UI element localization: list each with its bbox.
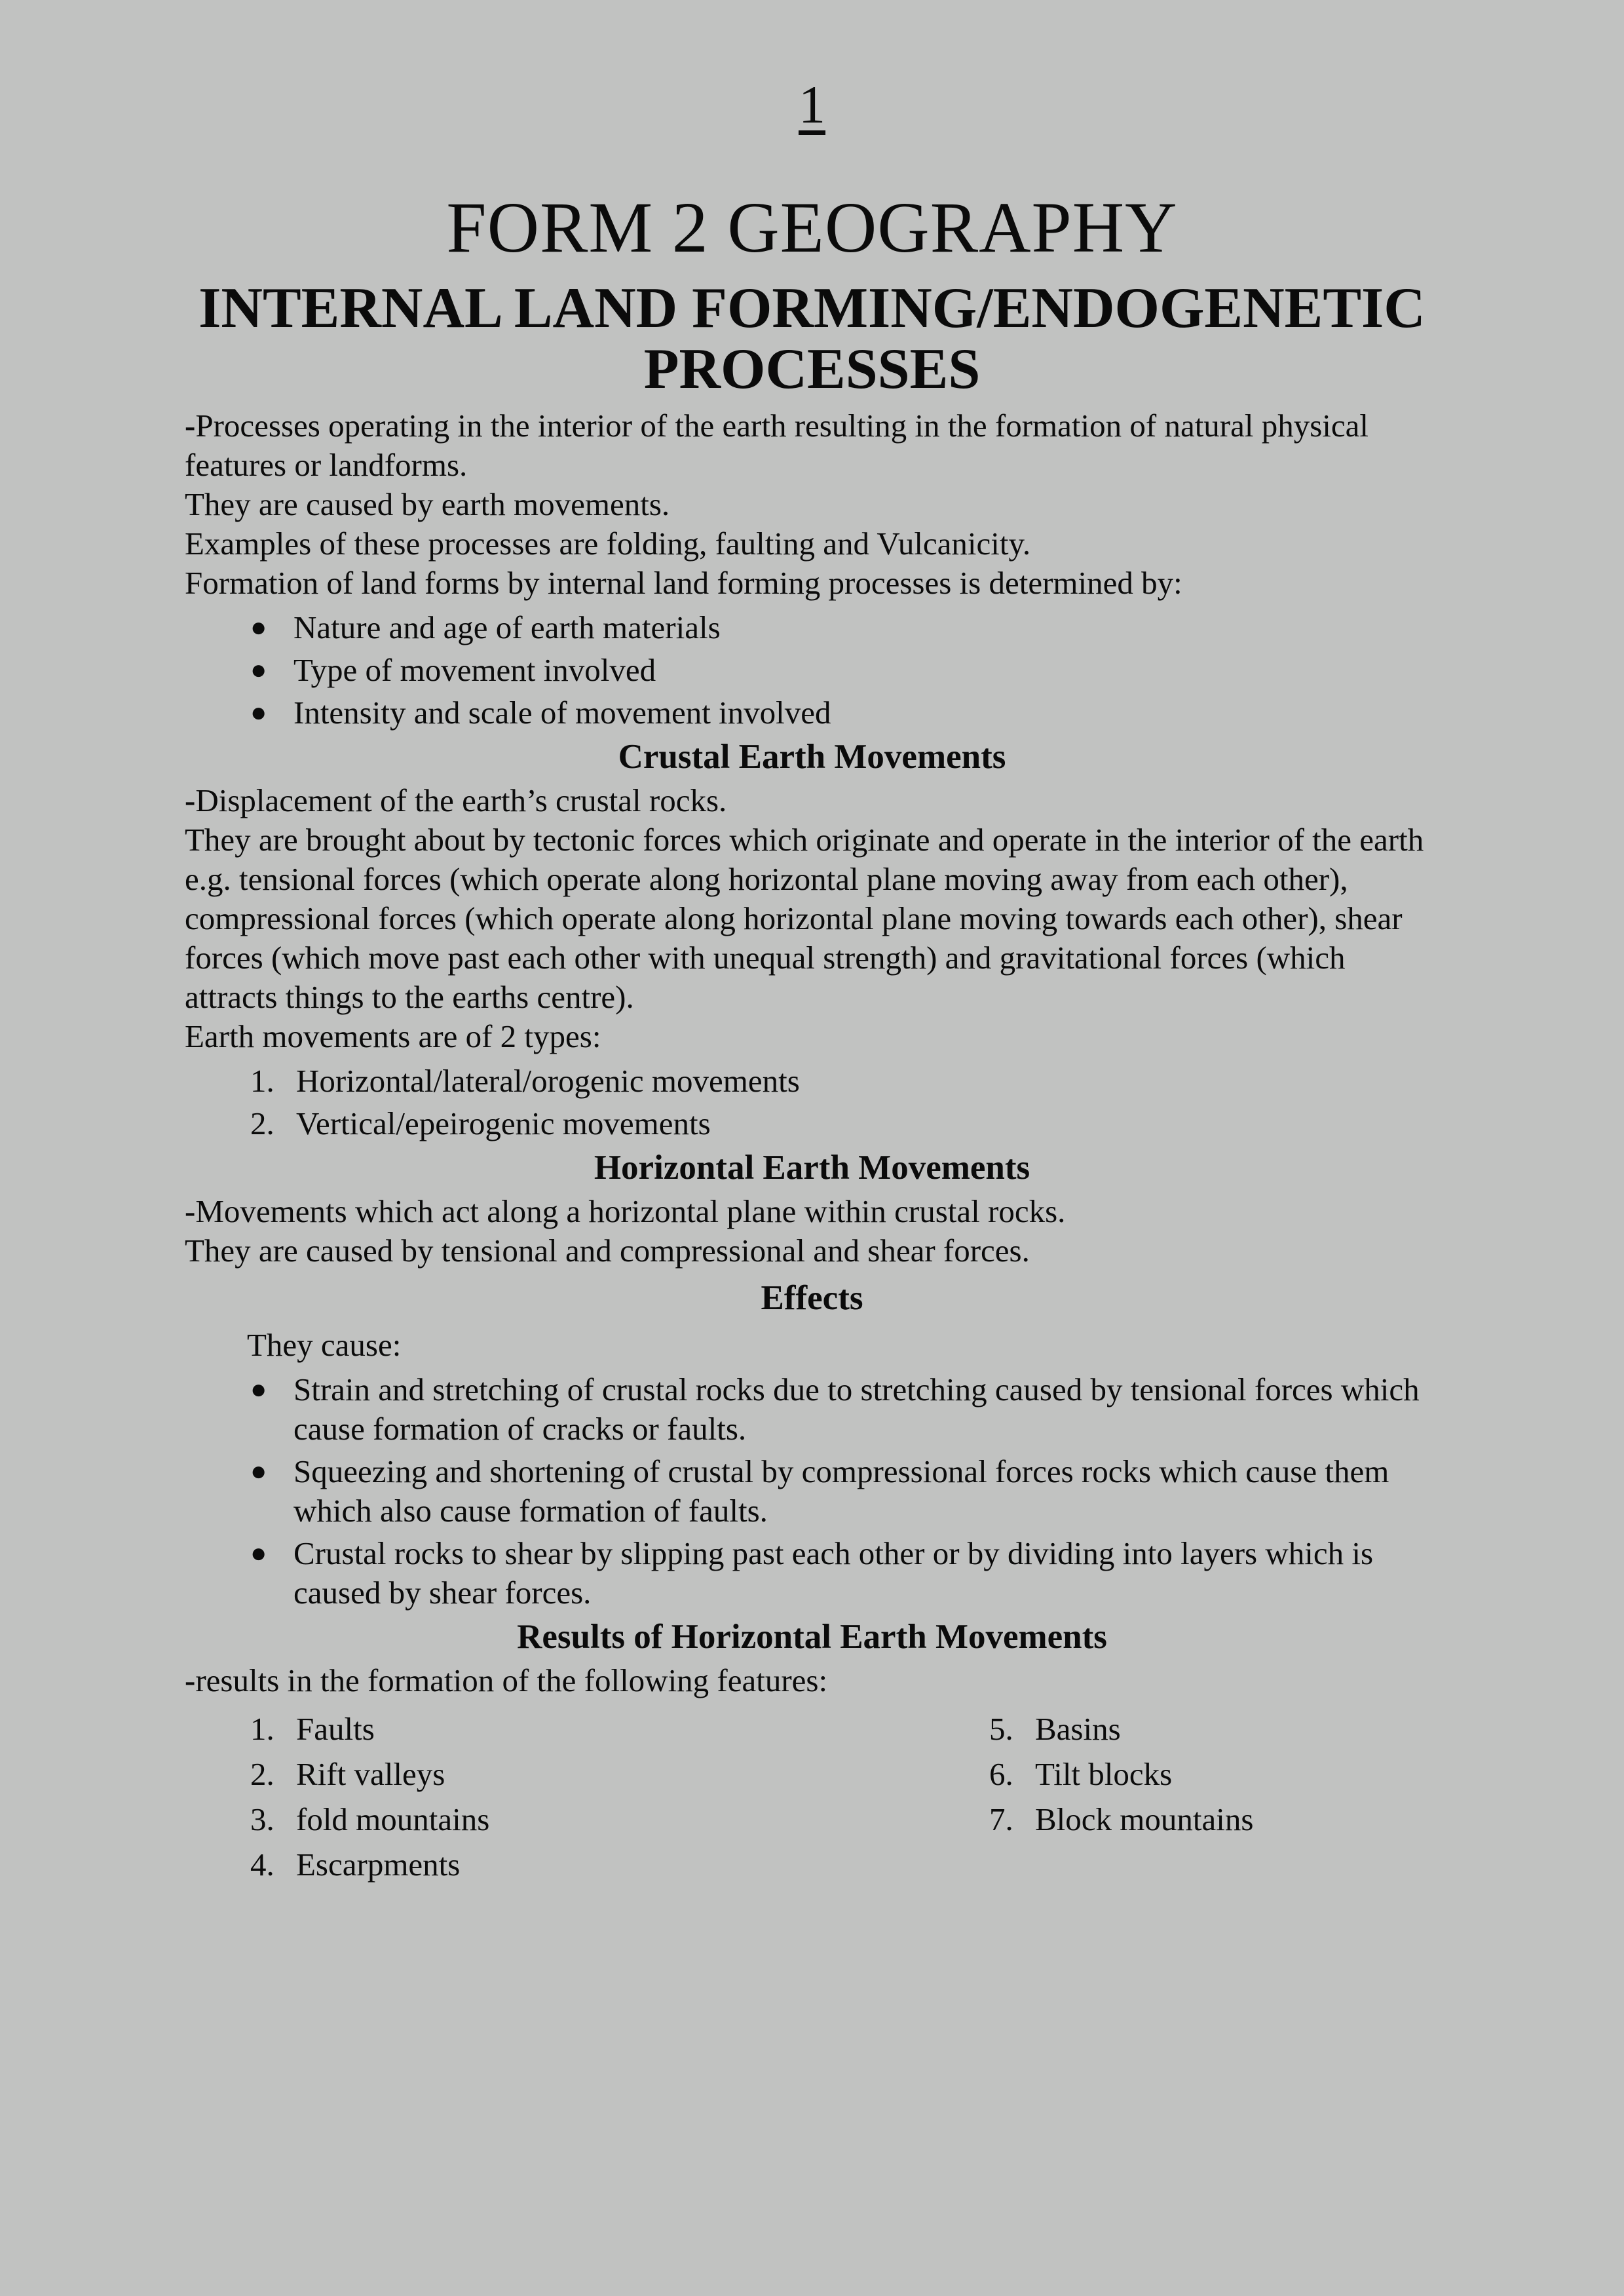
bullet-icon: ● [250, 1457, 267, 1487]
list-item [185, 1534, 1439, 1613]
paragraph-text: They are caused by tensional and compressional and shear forces. [185, 1233, 1030, 1269]
paragraph-intro-4 [185, 564, 1439, 603]
heading-results: Results of Horizontal Earth Movements [517, 1618, 1107, 1656]
paragraph-intro-3 [185, 524, 1439, 564]
heading-horizontal-earth-movements: Horizontal Earth Movements [594, 1149, 1030, 1187]
page-number-row [185, 73, 1439, 136]
dash-prefix: - [185, 1662, 196, 1698]
list-number: 2. [250, 1105, 274, 1141]
paragraph-text: They are caused by earth movements. [185, 486, 670, 522]
list-item [185, 1710, 924, 1749]
page-number: 1 [799, 75, 825, 134]
list-item-text: Squeezing and shortening of crustal by compressional forces rocks which cause them which also cause formation of faults. [293, 1453, 1389, 1529]
list-number: 4. [250, 1846, 274, 1883]
list-item-text: Rift valleys [296, 1756, 445, 1792]
list-item-text: Intensity and scale of movement involved [293, 695, 831, 731]
list-number: 5. [989, 1711, 1013, 1747]
bullet-icon: ● [250, 1539, 267, 1569]
list-number: 7. [989, 1801, 1013, 1837]
list-item [185, 1452, 1439, 1531]
list-item [924, 1800, 1439, 1839]
paragraph-horizontal-2 [185, 1231, 1439, 1271]
effects-bullet-list [185, 1370, 1439, 1613]
paragraph-text: They are brought about by tectonic forces which originate and operate in the interior of the earth e.g. tensional forces (which operate along horizontal plane moving away from each other), compressional forces (which operate along horizontal plane moving towards each other), shear forces (which move past each other with unequal strength) and gravitational forces (which attracts things to the earths centre). [185, 822, 1424, 1015]
paragraph-crustal-1 [185, 781, 1439, 820]
list-number: 1. [250, 1711, 274, 1747]
subtitle-line-2: PROCESSES [643, 337, 981, 401]
list-item-text: Type of movement involved [293, 652, 656, 688]
list-number: 6. [989, 1756, 1013, 1792]
dash-prefix: - [185, 1193, 196, 1229]
paragraph-text: Movements which act along a horizontal plane within crustal rocks. [195, 1193, 1066, 1229]
document-content [185, 0, 1439, 1890]
list-number: 3. [250, 1801, 274, 1837]
list-item-text: Tilt blocks [1035, 1756, 1173, 1792]
paragraph-text: Earth movements are of 2 types: [185, 1018, 601, 1054]
document-title: FORM 2 GEOGRAPHY [446, 187, 1178, 267]
movement-types-list [185, 1062, 1439, 1143]
paragraph-text: Examples of these processes are folding, faulting and Vulcanicity. [185, 526, 1031, 562]
list-item [924, 1710, 1439, 1749]
determinants-bullet-list [185, 608, 1439, 733]
paragraph-text: Processes operating in the interior of the earth resulting in the formation of natural physical features or landforms. [185, 408, 1369, 483]
dash-prefix: - [185, 408, 196, 444]
paragraph-text: Formation of land forms by internal land forming processes is determined by: [185, 565, 1182, 601]
bullet-icon: ● [250, 655, 267, 685]
features-list-2 [924, 1710, 1439, 1839]
list-item-text: Strain and stretching of crustal rocks due to stretching caused by tensional forces which cause formation of cracks or faults. [293, 1371, 1420, 1447]
heading-crustal-earth-movements: Crustal Earth Movements [618, 738, 1006, 776]
list-item [185, 1845, 924, 1885]
paragraph-horizontal-1 [185, 1192, 1439, 1231]
paragraph-text: results in the formation of the following features: [195, 1662, 828, 1698]
list-item-text: Escarpments [296, 1846, 461, 1883]
list-number: 2. [250, 1756, 274, 1792]
paragraph-intro-1 [185, 406, 1439, 485]
list-item [185, 1104, 1439, 1143]
list-item-text: Block mountains [1035, 1801, 1254, 1837]
list-item-text: Crustal rocks to shear by slipping past each other or by dividing into layers which is caused by shear forces. [293, 1535, 1374, 1611]
list-item-text: Vertical/epeirogenic movements [296, 1105, 711, 1141]
dash-prefix: - [185, 782, 196, 818]
subtitle-line-1: INTERNAL LAND FORMING/ENDOGENETIC [198, 277, 1426, 340]
list-item [185, 608, 1439, 647]
features-two-column-list [185, 1704, 1439, 1890]
list-item-text: Faults [296, 1711, 375, 1747]
list-item [185, 1370, 1439, 1449]
effects-lead-in: They cause: [247, 1327, 402, 1363]
paragraph-intro-2 [185, 485, 1439, 524]
list-item-text: Horizontal/lateral/orogenic movements [296, 1063, 800, 1099]
list-item [185, 1800, 924, 1839]
paragraph-crustal-2 [185, 820, 1439, 1017]
list-item [185, 1755, 924, 1794]
paragraph-crustal-3 [185, 1017, 1439, 1056]
list-number: 1. [250, 1063, 274, 1099]
heading-effects: Effects [761, 1279, 863, 1317]
features-list-1 [185, 1710, 924, 1885]
list-item-text: fold mountains [296, 1801, 490, 1837]
paragraph-text: Displacement of the earth’s crustal rocks. [195, 782, 727, 818]
list-item [185, 1062, 1439, 1101]
bullet-icon: ● [250, 1375, 267, 1405]
list-item-text: Nature and age of earth materials [293, 609, 721, 645]
list-item [185, 651, 1439, 690]
features-column-2 [924, 1704, 1439, 1890]
bullet-icon: ● [250, 613, 267, 643]
bullet-icon: ● [250, 698, 267, 728]
list-item-text: Basins [1035, 1711, 1121, 1747]
document-subtitle [185, 278, 1439, 400]
list-item [924, 1755, 1439, 1794]
features-column-1 [185, 1704, 924, 1890]
paragraph-results-intro [185, 1661, 1439, 1700]
list-item [185, 693, 1439, 733]
